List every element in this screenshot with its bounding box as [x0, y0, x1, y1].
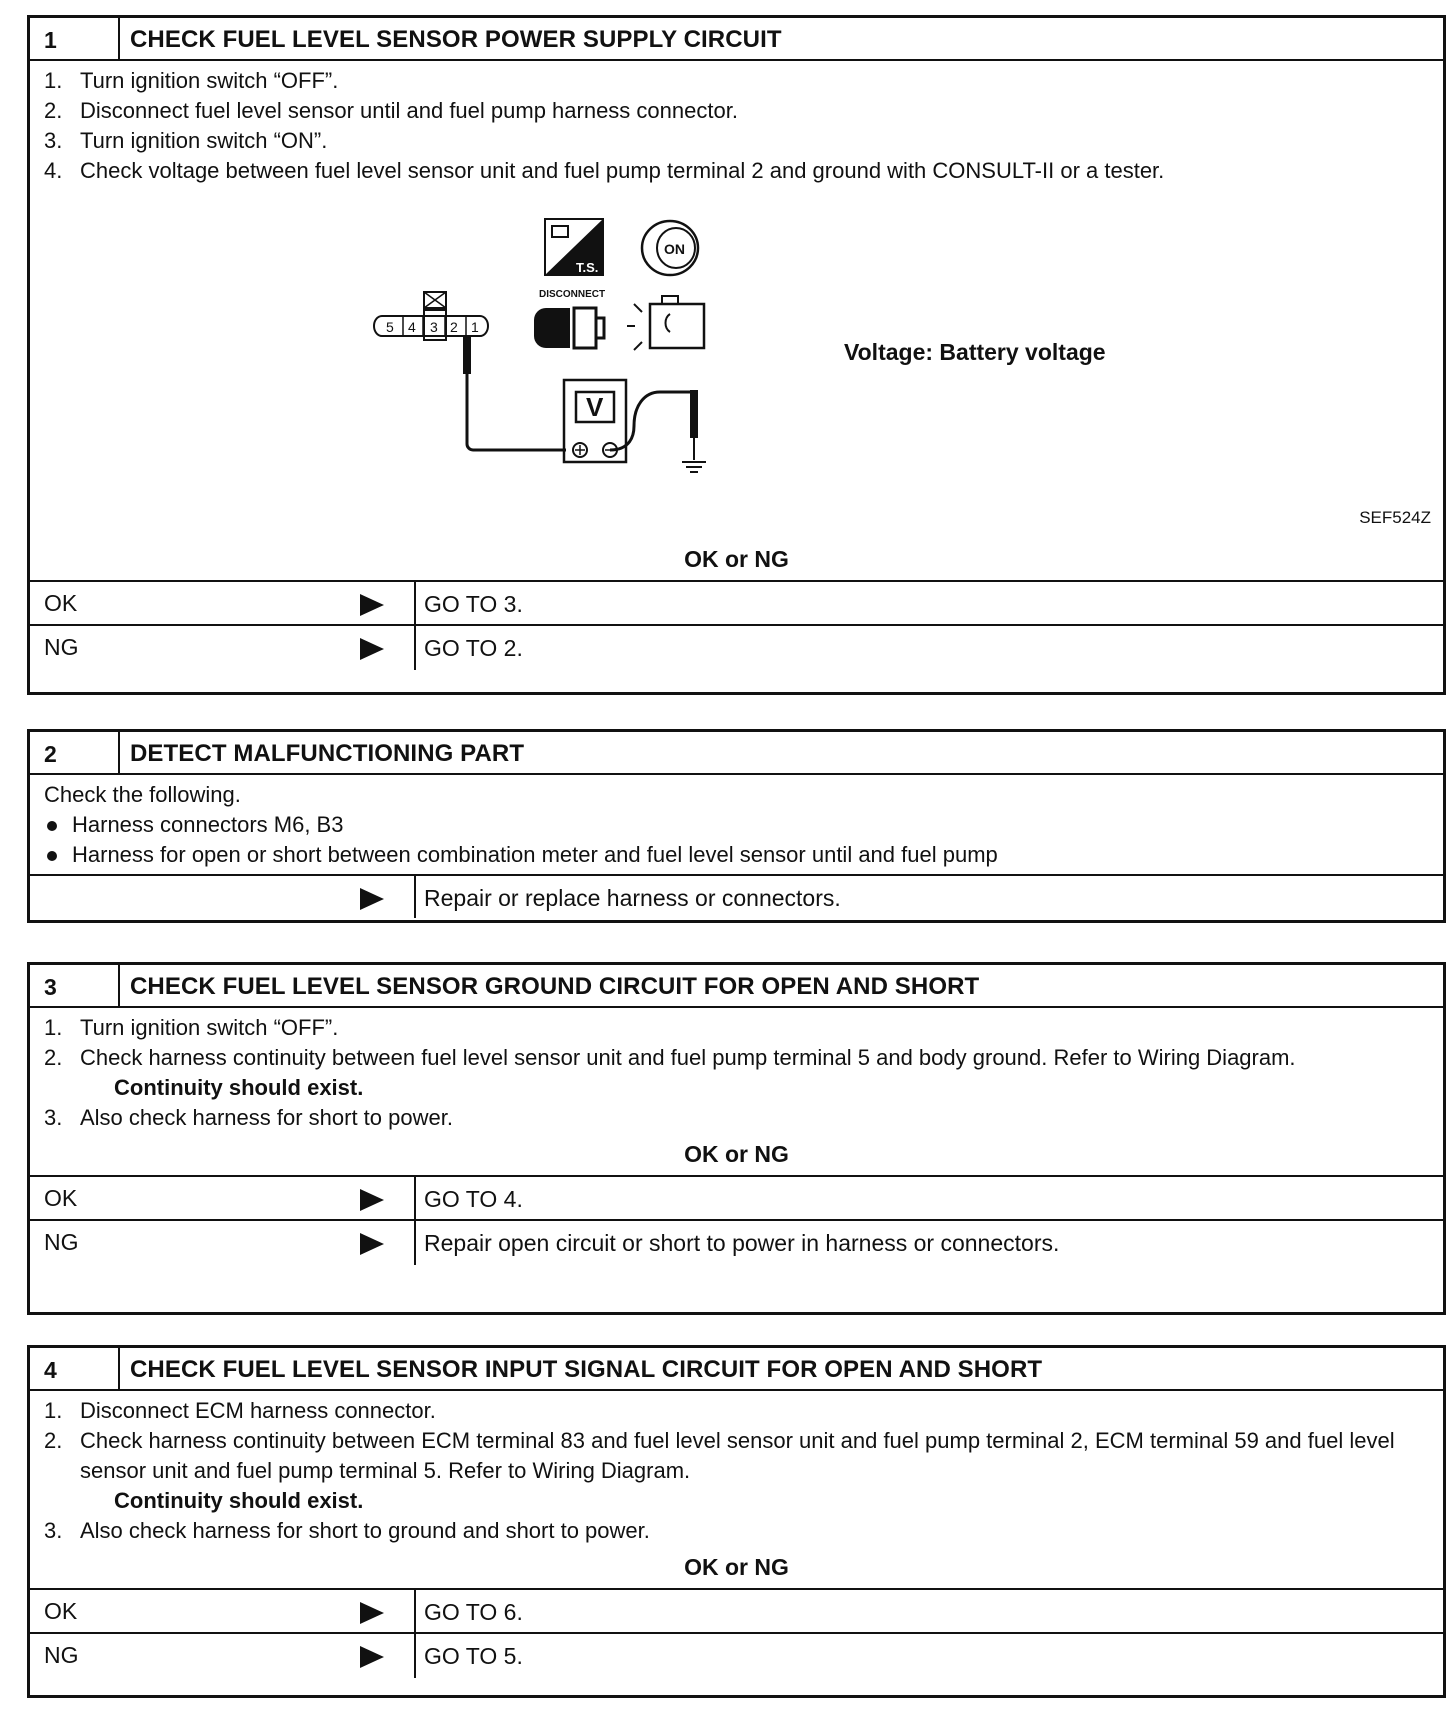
- result-action: GO TO 5.: [424, 1643, 523, 1669]
- result-action: GO TO 2.: [424, 635, 523, 661]
- test-diagram: [30, 186, 1443, 538]
- svg-text:4: 4: [408, 319, 416, 335]
- step-instructions: [30, 1008, 1443, 1133]
- step-title: DETECT MALFUNCTIONING PART: [130, 740, 525, 767]
- ok-or-ng-label: OK or NG: [30, 1546, 1443, 1590]
- arrow-icon: [360, 1233, 384, 1255]
- step-header: [30, 1348, 1443, 1391]
- instruction-item: 2. Check harness continuity between fuel level sensor unit and fuel pump terminal 5 and body ground. Refer to Wiring Diagram.: [44, 1045, 1296, 1070]
- voltmeter-icon: [564, 380, 626, 462]
- result-label: OK: [44, 1598, 78, 1624]
- instruction-item: 3. Also check harness for short to power.: [44, 1105, 453, 1130]
- instruction-item: 1. Disconnect ECM harness connector.: [44, 1398, 436, 1423]
- continuity-spec: Continuity should exist.: [114, 1488, 364, 1513]
- instruction-item: 2. Disconnect fuel level sensor until and fuel pump harness connector.: [44, 98, 738, 123]
- bullet-item: Harness connectors M6, B3: [44, 810, 1429, 840]
- result-label: NG: [44, 634, 79, 660]
- result-label: OK: [44, 590, 78, 616]
- step-number: 3: [30, 965, 120, 1006]
- step-number: 1: [30, 18, 120, 59]
- step-header: [30, 732, 1443, 775]
- step-header: [30, 965, 1443, 1008]
- step-number: 2: [30, 732, 120, 773]
- step-instructions: [30, 775, 1443, 876]
- svg-text:ON: ON: [664, 241, 685, 257]
- ok-or-ng-label: OK or NG: [30, 538, 1443, 582]
- instruction-item: 3. Turn ignition switch “ON”.: [44, 128, 328, 153]
- step-title: CHECK FUEL LEVEL SENSOR POWER SUPPLY CIRCUIT: [130, 26, 782, 53]
- result-row-ok: [30, 1177, 1443, 1221]
- step-number: 4: [30, 1348, 120, 1389]
- result-row-ok: [30, 1590, 1443, 1634]
- disconnect-icon: [534, 289, 605, 348]
- step-4: [27, 1345, 1446, 1698]
- step-1: [27, 15, 1446, 695]
- result-row: [30, 876, 1443, 918]
- svg-text:V: V: [586, 392, 604, 422]
- arrow-icon: [360, 638, 384, 660]
- result-action: GO TO 6.: [424, 1599, 523, 1625]
- arrow-icon: [360, 1646, 384, 1668]
- step-title: CHECK FUEL LEVEL SENSOR INPUT SIGNAL CIRCUIT FOR OPEN AND SHORT: [130, 1356, 1043, 1383]
- svg-text:2: 2: [450, 319, 458, 335]
- wiring-figure: [30, 186, 1443, 538]
- continuity-spec: Continuity should exist.: [114, 1075, 364, 1100]
- result-row-ng: [30, 626, 1443, 670]
- svg-text:T.S.: T.S.: [576, 260, 599, 275]
- bullet-item: Harness for open or short between combination meter and fuel level sensor until and fuel pump: [44, 840, 1429, 870]
- result-label: NG: [44, 1642, 79, 1668]
- ground-icon: [682, 462, 706, 472]
- result-action: GO TO 3.: [424, 591, 523, 617]
- arrow-icon: [360, 594, 384, 616]
- figure-code: SEF524Z: [1359, 508, 1431, 527]
- step-instructions: [30, 61, 1443, 186]
- arrow-icon: [360, 1602, 384, 1624]
- result-action: Repair or replace harness or connectors.: [424, 885, 841, 911]
- result-row-ng: [30, 1221, 1443, 1265]
- intro-text: Check the following.: [44, 782, 241, 807]
- ok-or-ng-label: OK or NG: [30, 1133, 1443, 1177]
- step-2: [27, 729, 1446, 923]
- instruction-item: 1. Turn ignition switch “OFF”.: [44, 68, 339, 93]
- step-title: CHECK FUEL LEVEL SENSOR GROUND CIRCUIT FOR OPEN AND SHORT: [130, 973, 980, 1000]
- arrow-icon: [360, 1189, 384, 1211]
- ts-icon: [545, 219, 603, 275]
- harness-connector: [374, 292, 488, 340]
- result-row-ok: [30, 582, 1443, 626]
- svg-text:3: 3: [430, 319, 438, 335]
- step-instructions: [30, 1391, 1443, 1546]
- test-leads: [463, 336, 698, 460]
- engine-icon: [627, 296, 704, 350]
- voltage-spec: Voltage: Battery voltage: [844, 339, 1106, 365]
- result-row-ng: [30, 1634, 1443, 1678]
- result-label: OK: [44, 1185, 78, 1211]
- svg-text:DISCONNECT: DISCONNECT: [539, 289, 606, 300]
- instruction-item: 3. Also check harness for short to ground and short to power.: [44, 1518, 650, 1543]
- svg-text:5: 5: [386, 319, 394, 335]
- instruction-item: 4. Check voltage between fuel level sensor unit and fuel pump terminal 2 and ground with CONSULT-II or a tester.: [44, 158, 1165, 183]
- step-3: [27, 962, 1446, 1315]
- result-action: Repair open circuit or short to power in harness or connectors.: [424, 1230, 1060, 1256]
- ignition-on-icon: [642, 221, 698, 275]
- result-label: NG: [44, 1229, 79, 1255]
- instruction-item: 1. Turn ignition switch “OFF”.: [44, 1015, 339, 1040]
- result-action: GO TO 4.: [424, 1186, 523, 1212]
- step-header: [30, 18, 1443, 61]
- instruction-item: 2. Check harness continuity between ECM terminal 83 and fuel level sensor unit and fuel pump terminal 2, ECM terminal 59 and fuel level sensor unit and fuel pump terminal 5. Refer to Wiring Diagram.: [44, 1428, 1395, 1483]
- arrow-icon: [360, 888, 384, 910]
- svg-text:1: 1: [471, 319, 479, 335]
